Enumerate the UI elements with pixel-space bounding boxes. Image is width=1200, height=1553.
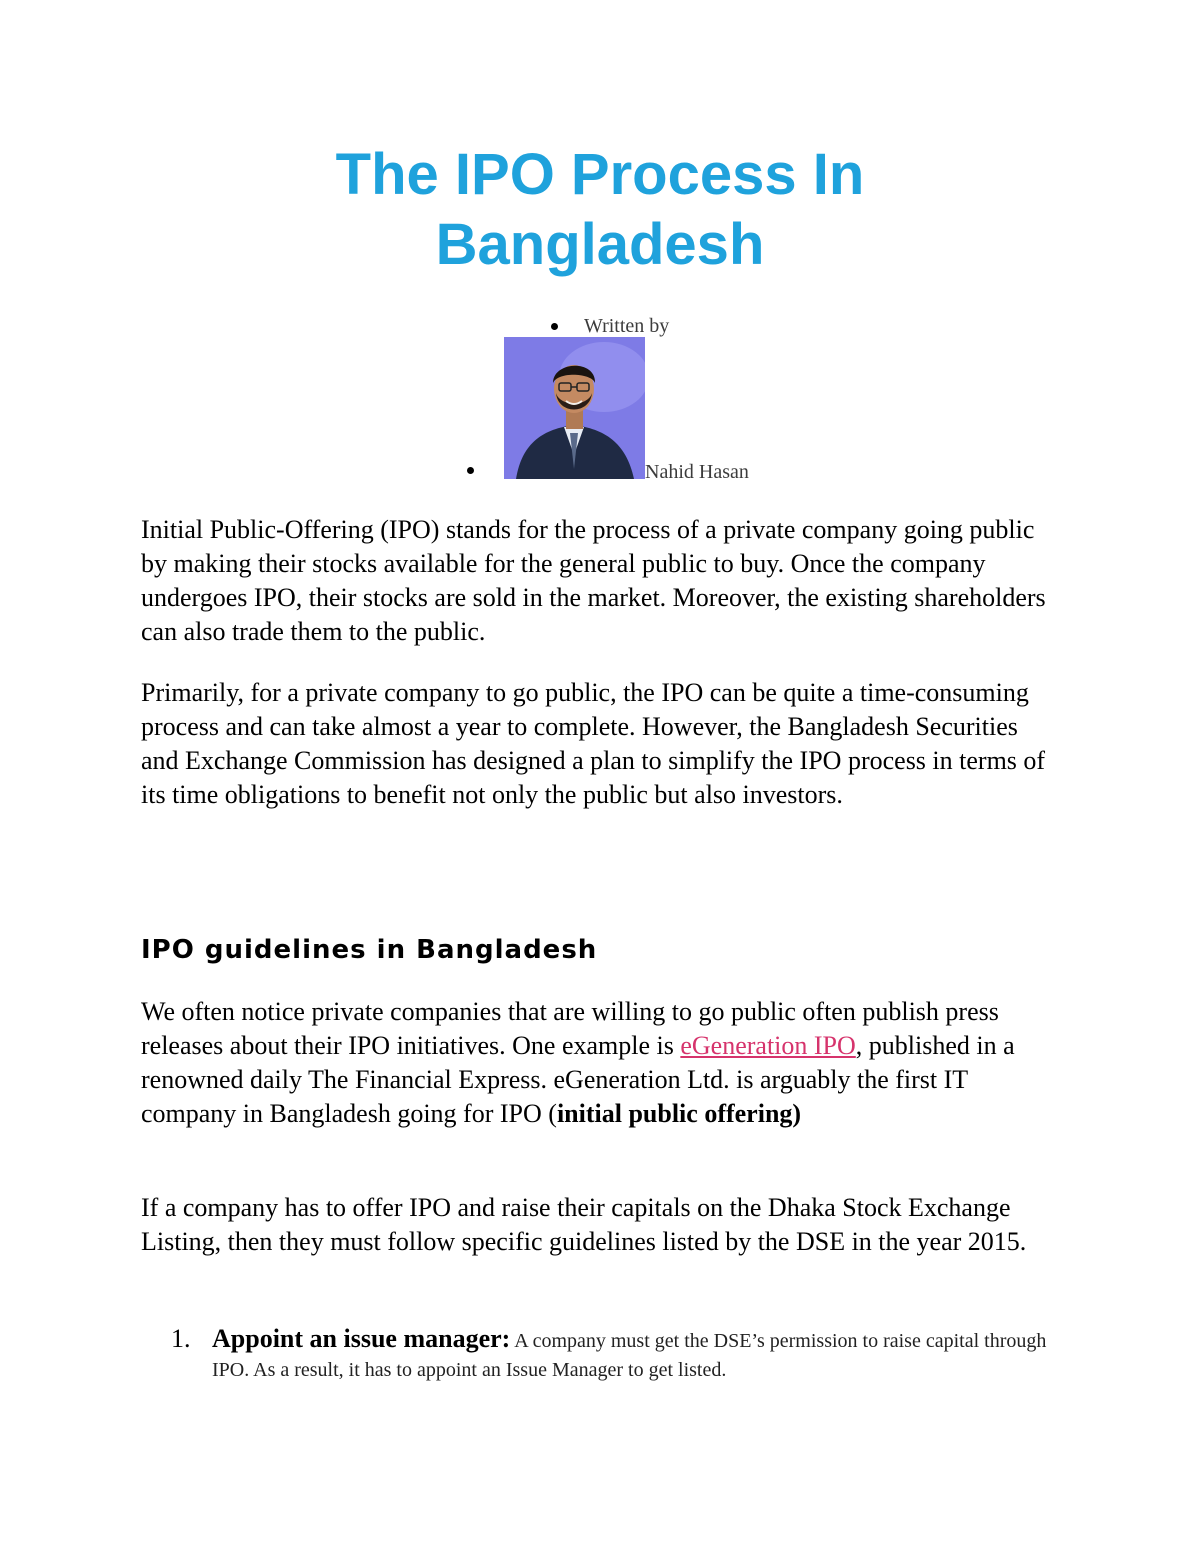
example-paragraph (141, 995, 1061, 1131)
section-heading: IPO guidelines in Bangladesh (141, 935, 598, 965)
guidelines-paragraph: If a company has to offer IPO and raise their capitals on the Dhaka Stock Exchange Listing, then they must follow specific guidelines listed by the DSE in the year 2015. (141, 1193, 1027, 1256)
bullet-icon (551, 323, 558, 330)
intro-paragraph: Initial Public-Offering (IPO) stands for the process of a private company going public by making their stocks available for the general public to buy. Once the company undergoes IPO, their stocks are sold in the market. Moreover, the existing shareholders can also trade them to the public. (141, 515, 1046, 646)
author-portrait-icon (504, 337, 645, 479)
author-avatar (504, 337, 645, 479)
author-name: Nahid Hasan (645, 461, 749, 483)
example-text-before-link: We often notice private companies that are willing to go public often publish press releases about their IPO initiatives. One example is (141, 997, 999, 1060)
written-by-label: Written by (584, 315, 670, 337)
list-item-number: 1. (171, 1324, 191, 1353)
list-item-text: A company must get the DSE’s permission to raise capital through IPO. As a result, it has to appoint an Issue Manager to get listed. (212, 1330, 1047, 1381)
egeneration-ipo-link[interactable]: eGeneration IPO (680, 1031, 856, 1060)
example-text-after-link: , published in a renowned daily The Financial Express. eGeneration Ltd. is arguably the first IT company in Bangladesh going for IPO ( (141, 1031, 1015, 1128)
byline-author-item (0, 336, 1200, 481)
page-title-line-2: Bangladesh (435, 212, 765, 277)
bullet-icon (467, 467, 474, 474)
example-bold-text: initial public offering) (556, 1099, 802, 1128)
page-title-line-1: The IPO Process In (335, 142, 865, 207)
process-paragraph: Primarily, for a private company to go public, the IPO can be quite a time-consuming process and can take almost a year to complete. However, the Bangladesh Securities and Exchange Commission has designed a plan to simplify the IPO process in terms of its time obligations to benefit not only the public but also investors. (141, 678, 1046, 809)
list-item-body (212, 1322, 1062, 1384)
page-title (0, 140, 1200, 280)
list-item-heading: Appoint an issue manager: (212, 1324, 511, 1353)
